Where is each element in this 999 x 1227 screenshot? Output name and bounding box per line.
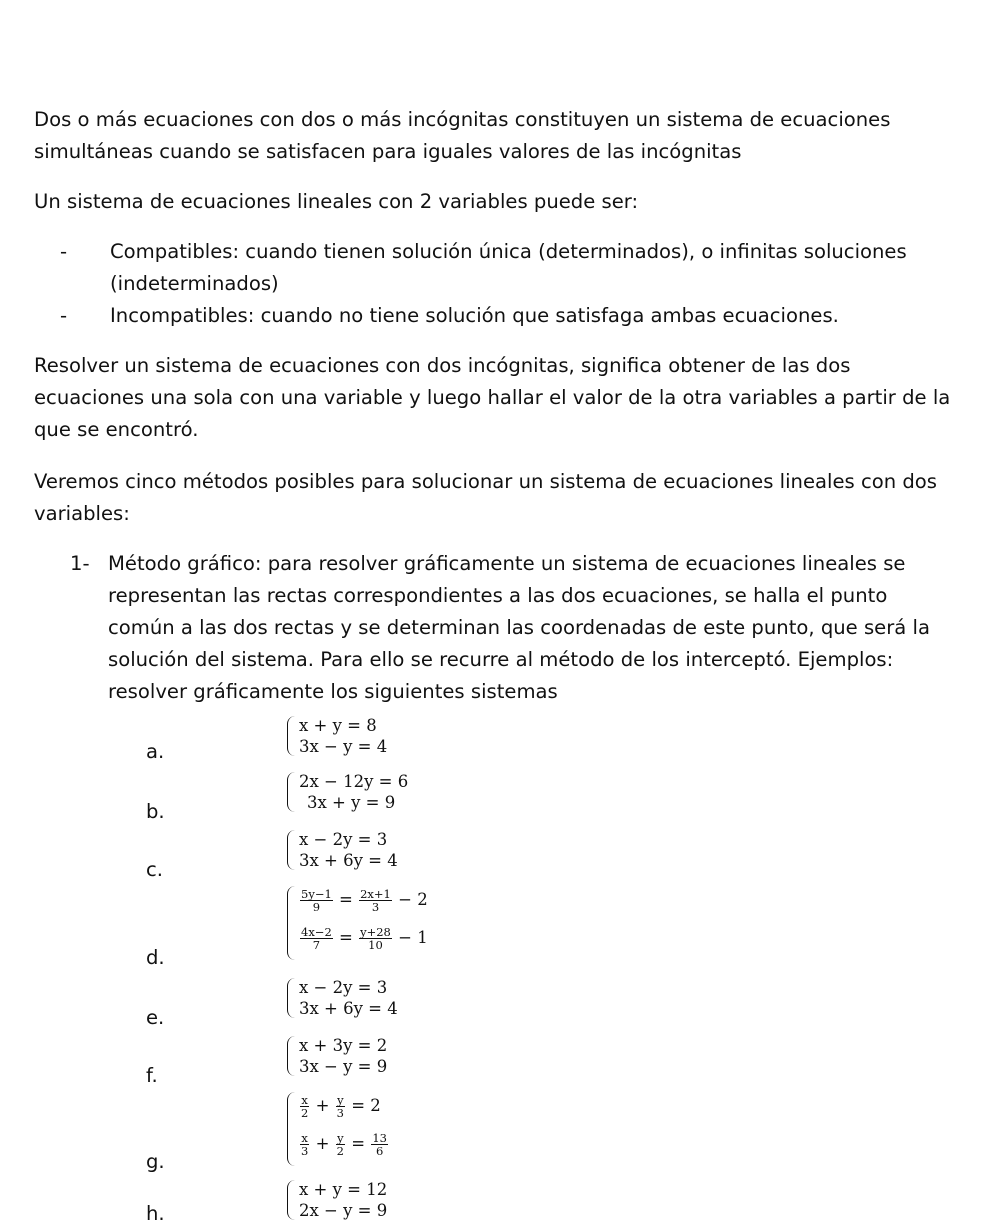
bullet-dash: -: [60, 304, 68, 327]
methods-intro: Veremos cinco métodos posibles para solucionar un sistema de ecuaciones lineales con dos variables:: [34, 470, 937, 525]
equation-1: x − 2y = 3: [299, 830, 388, 849]
bullet-dash: -: [60, 240, 68, 263]
equation-1: 2x − 12y = 6: [299, 772, 409, 791]
system-label-h: h.: [146, 1202, 165, 1225]
equation-1: x − 2y = 3: [299, 978, 388, 997]
method-number: 1-: [70, 552, 90, 575]
bullet-incompatibles: [60, 300, 959, 332]
fraction: $\frac{x}{3}$: [301, 1131, 309, 1158]
equation-2: 3x + 6y = 4: [299, 851, 398, 870]
system-label-e: e.: [146, 1006, 165, 1029]
definition-paragraph: Dos o más ecuaciones con dos o más incógnitas constituyen un sistema de ecuaciones simultáneas cuando se satisfacen para iguales valores de las incógnitas: [34, 108, 891, 163]
equation-1: x + y = 8: [299, 716, 377, 735]
fraction: $\frac{y}{2}$: [336, 1131, 344, 1158]
brace-icon: [287, 1092, 296, 1166]
fraction: $\frac{5y-1}{9}$: [301, 887, 332, 914]
fraction: $\frac{4x-2}{7}$: [301, 925, 332, 952]
system-label-b: b.: [146, 800, 165, 823]
equation-1: $\frac{5y-1}{9}$ = $\frac{2x+1}{3}$ − 2: [301, 887, 428, 914]
method-text: Método gráfico: para resolver gráficamente un sistema de ecuaciones lineales se representan las rectas correspondientes a las dos ecuaciones, se halla el punto común a las dos rectas y se determinan las coordenadas de este punto, que será la solución del sistema. Para ello se recurre al método de los interceptó. Ejemplos: resolver gráficamente los siguientes sistemas: [108, 552, 930, 703]
system-label-a: a.: [146, 740, 165, 763]
fraction: $\frac{13}{6}$: [372, 1131, 387, 1158]
solve-paragraph: Resolver un sistema de ecuaciones con dos incógnitas, significa obtener de las dos ecuaciones una sola con una variable y luego hallar el valor de la otra variables a partir de la que se encontró.: [34, 354, 951, 441]
brace-icon: [287, 772, 296, 812]
fraction: $\frac{y+28}{10}$: [360, 925, 391, 952]
brace-icon: [287, 830, 296, 870]
brace-icon: [287, 1180, 296, 1220]
brace-icon: [287, 1036, 296, 1076]
bullet-text: Incompatibles: cuando no tiene solución que satisfaga ambas ecuaciones.: [110, 304, 839, 327]
equation-2: 3x + 6y = 4: [299, 999, 398, 1018]
method-grafico: [70, 548, 955, 708]
fraction: $\frac{2x+1}{3}$: [360, 887, 391, 914]
equation-2: 3x + y = 9: [307, 793, 396, 812]
bullet-text: Compatibles: cuando tienen solución única (determinados), o infinitas soluciones (indeterminados): [110, 240, 907, 295]
equation-2: $\frac{4x-2}{7}$ = $\frac{y+28}{10}$ − 1: [301, 925, 428, 952]
equation-2: $\frac{x}{3}$ + $\frac{y}{2}$ = $\frac{13}{6}$: [301, 1131, 387, 1158]
brace-icon: [287, 978, 296, 1018]
equation-2: 3x − y = 9: [299, 1057, 388, 1076]
brace-icon: [287, 886, 296, 960]
fraction: $\frac{y}{3}$: [336, 1093, 344, 1120]
system-label-c: c.: [146, 858, 164, 881]
system-label-d: d.: [146, 946, 165, 969]
fraction: $\frac{x}{2}$: [301, 1093, 309, 1120]
equation-2: 3x − y = 4: [299, 737, 388, 756]
brace-icon: [287, 716, 296, 756]
equation-1: $\frac{x}{2}$ + $\frac{y}{3}$ = 2: [301, 1093, 381, 1120]
system-label-g: g.: [146, 1150, 165, 1173]
types-intro: Un sistema de ecuaciones lineales con 2 variables puede ser:: [34, 190, 639, 213]
system-label-f: f.: [146, 1064, 158, 1087]
bullet-compatibles: [60, 236, 959, 300]
equation-1: x + y = 12: [299, 1180, 388, 1199]
equation-1: x + 3y = 2: [299, 1036, 388, 1055]
equation-2: 2x − y = 9: [299, 1201, 388, 1220]
